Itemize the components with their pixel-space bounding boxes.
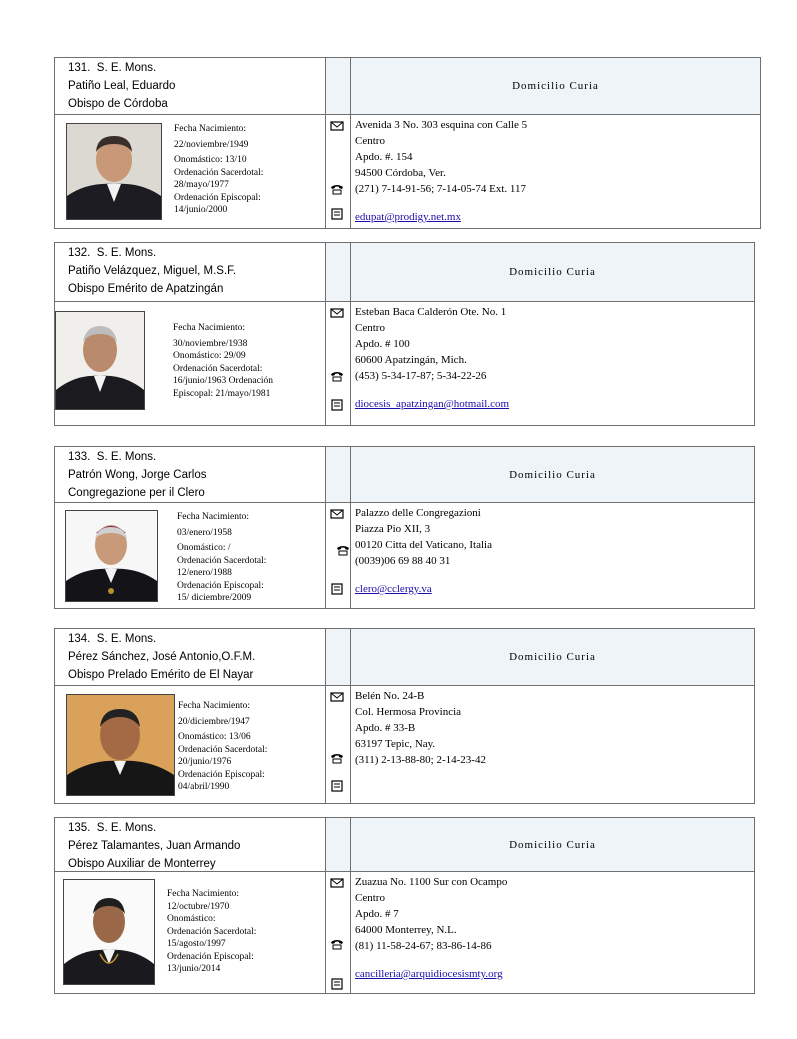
envelope-icon — [330, 120, 344, 132]
entry-office: Obispo de Córdoba — [68, 98, 168, 110]
biographical-dates: Fecha Nacimiento: 03/enero/1958 Onomástico: / Ordenación Sacerdotal: 12/enero/1988 Ordenación Episcopal: 15/ diciembre/2009 — [177, 512, 267, 603]
biographical-dates: Fecha Nacimiento: 22/noviembre/1949 Onomástico: 13/10 Ordenación Sacerdotal: 28/mayo/1977 Ordenación Episcopal: 14/junio/2000 — [174, 124, 264, 215]
domicilio-label: Domicilio Curia — [509, 468, 596, 481]
envelope-icon — [330, 307, 344, 319]
domicilio-label: Domicilio Curia — [509, 651, 596, 663]
domicilio-label: Domicilio Curia — [509, 266, 596, 278]
envelope-icon — [330, 508, 344, 520]
telephone-icon — [336, 544, 350, 556]
entry-header — [55, 818, 754, 872]
telephone-icon — [330, 752, 344, 764]
directory-entry — [54, 446, 755, 609]
entry-header — [55, 629, 754, 686]
entry-office: Obispo Emérito de Apatzingán — [68, 283, 224, 295]
portrait-photo — [55, 311, 145, 410]
directory-entry — [54, 628, 755, 804]
entry-name: Pérez Sánchez, José Antonio,O.F.M. — [68, 651, 256, 663]
fax-icon — [330, 780, 344, 792]
email-link[interactable]: edupat@prodigy.net.mx — [355, 211, 461, 223]
entry-title: 132. S. E. Mons. — [68, 247, 157, 259]
address-block: Belén No. 24-B Col. Hermosa Provincia Apdo. # 33-B 63197 Tepic, Nay. (311) 2-13-88-80; 2-14-23-42 — [355, 690, 486, 766]
entry-office: Obispo Auxiliar de Monterrey — [68, 858, 216, 870]
portrait-photo — [66, 694, 175, 796]
entry-header — [55, 243, 754, 302]
address-block: Palazzo delle Congregazioni Piazza Pio XII, 3 00120 Citta del Vaticano, Italia (0039)06 69 88 40 31 clero@cclergy.va — [355, 507, 492, 595]
entry-name: Patrón Wong, Jorge Carlos — [68, 469, 207, 481]
portrait-photo — [63, 879, 155, 985]
entry-header — [55, 447, 754, 503]
entry-office: Congregazione per il Clero — [68, 487, 205, 499]
entry-office: Obispo Prelado Emérito de El Nayar — [68, 669, 254, 681]
portrait-photo — [66, 123, 162, 220]
biographical-dates: Fecha Nacimiento: 30/noviembre/1938 Onomástico: 29/09 Ordenación Sacerdotal: 16/junio/1963 Ordenación Episcopal: 21/mayo/1981 — [173, 323, 273, 399]
directory-entry — [54, 817, 755, 994]
entry-name: Patiño Leal, Eduardo — [68, 80, 176, 92]
directory-entry — [54, 57, 761, 229]
entry-name: Pérez Talamantes, Juan Armando — [68, 840, 241, 852]
email-link[interactable]: clero@cclergy.va — [355, 583, 432, 595]
fax-icon — [330, 583, 344, 595]
fax-icon — [330, 208, 344, 220]
entry-title: 134. S. E. Mons. — [68, 633, 157, 645]
address-block: Avenida 3 No. 303 esquina con Calle 5 Centro Apdo. #. 154 94500 Córdoba, Ver. (271) 7-14-91-56; 7-14-05-74 Ext. 117 edupat@prodigy.net.mx — [355, 119, 528, 223]
domicilio-label: Domicilio Curia — [512, 80, 599, 92]
biographical-dates: Fecha Nacimiento: 20/diciembre/1947 Onomástico: 13/06 Ordenación Sacerdotal: 20/junio/1976 Ordenación Episcopal: 04/abril/1990 — [178, 701, 268, 792]
email-link[interactable]: cancilleria@arquidiocesismty.org — [355, 968, 503, 980]
entry-title: 133. S. E. Mons. — [68, 451, 157, 463]
fax-icon — [330, 978, 344, 990]
telephone-icon — [330, 938, 344, 950]
biographical-dates: Fecha Nacimiento: 12/octubre/1970 Onomástico: Ordenación Sacerdotal: 15/agosto/1997 Ordenación Episcopal: 13/junio/2014 — [167, 889, 257, 974]
entry-name: Patiño Velázquez, Miguel, M.S.F. — [68, 265, 237, 277]
address-block: Zuazua No. 1100 Sur con Ocampo Centro Apdo. # 7 64000 Monterrey, N.L. (81) 11-58-24-67; 83-86-14-86 cancilleria@arquidiocesismty.org — [355, 876, 508, 980]
envelope-icon — [330, 877, 344, 889]
domicilio-label: Domicilio Curia — [509, 838, 596, 851]
entry-title: 131. S. E. Mons. — [68, 62, 157, 74]
envelope-icon — [330, 691, 344, 703]
entry-header — [55, 58, 760, 115]
address-block: Esteban Baca Calderón Ote. No. 1 Centro Apdo. # 100 60600 Apatzingán, Mich. (453) 5-34-17-87; 5-34-22-26 diocesis_apatzingan@hotmail.com — [355, 306, 510, 410]
fax-icon — [330, 399, 344, 411]
directory-entry — [54, 242, 755, 426]
telephone-icon — [330, 183, 344, 195]
email-link[interactable]: diocesis_apatzingan@hotmail.com — [355, 398, 510, 410]
entry-title: 135. S. E. Mons. — [68, 822, 157, 834]
telephone-icon — [330, 370, 344, 382]
portrait-photo — [65, 510, 158, 602]
